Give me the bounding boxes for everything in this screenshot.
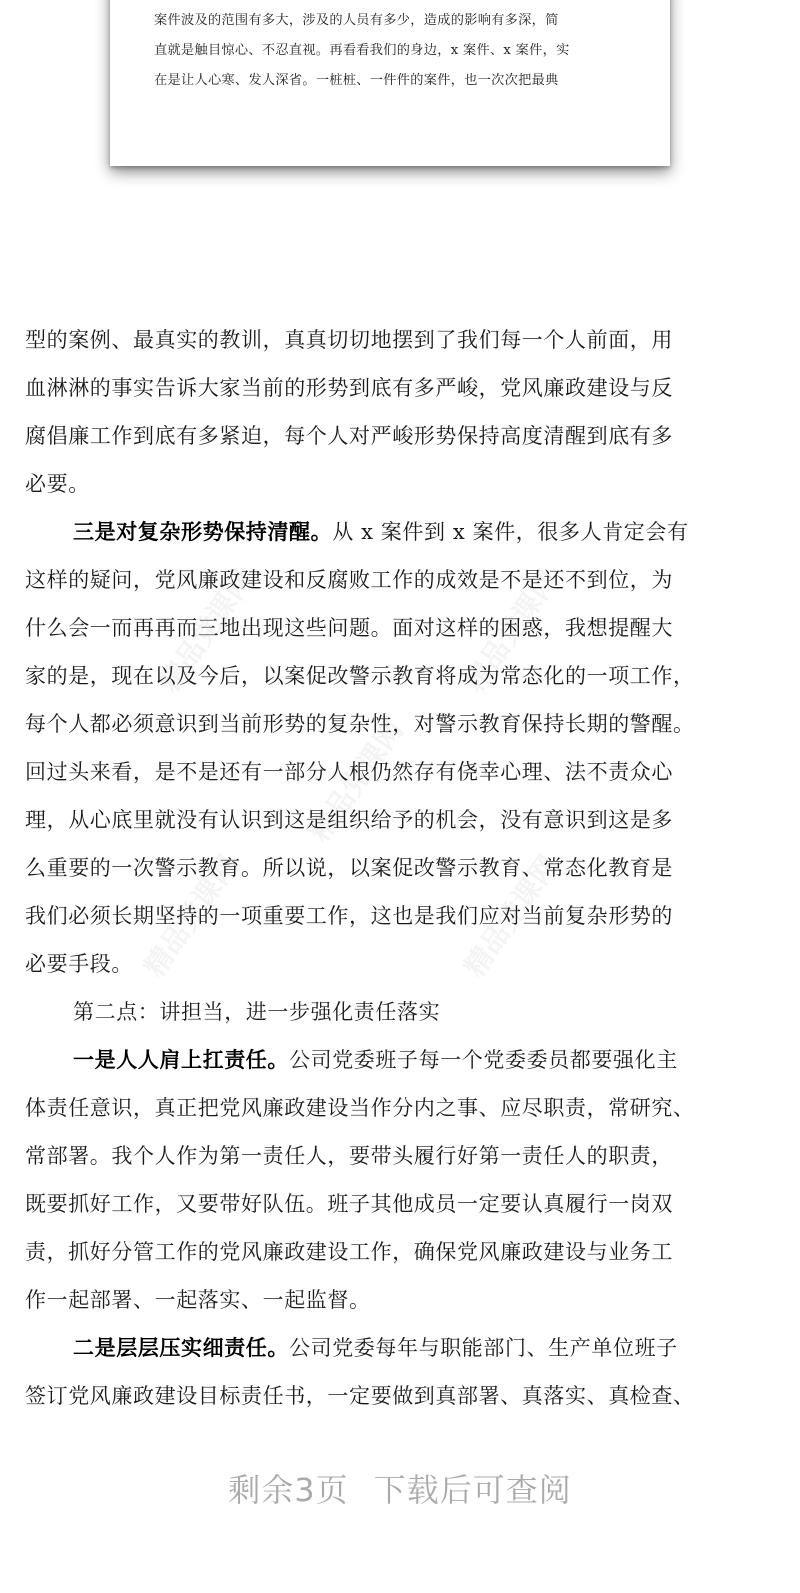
body-line: 签订党风廉政建设目标责任书，一定要做到真部署、真落实、真检查、 [25,1384,695,1408]
body-line: 体责任意识，真正把党风廉政建设当作分内之事、应尽职责，常研究、 [25,1096,695,1120]
body-line: 我们必须长期坚持的一项重要工作，这也是我们应对当前复杂形势的 [25,904,673,928]
body-line: 必要手段。 [25,952,133,976]
body-line: 这样的疑问，党风廉政建设和反腐败工作的成效是不是还不到位，为 [25,568,673,592]
preview-text [154,6,634,96]
watermark: 精品党课网 [457,849,565,983]
body-line: 血淋淋的事实告诉大家当前的形势到底有多严峻，党风廉政建设与反 [25,376,673,400]
paragraph-heading: 三是对复杂形势保持清醒。 [73,519,333,544]
body-line: 作一起部署、一起落实、一起监督。 [25,1288,371,1312]
paragraph-lead [25,1324,775,1372]
preview-line: 直就是触目惊心、不忍直视。再看看我们的身边，x 案件、x 案件，实 [154,43,570,58]
body-line: 每个人都必须意识到当前形势的复杂性，对警示教育保持长期的警醒。 [25,712,695,736]
body-line: 回过头来看，是不是还有一部分人根仍然存有侥幸心理、法不责众心 [25,760,673,784]
watermark: 精品党课网 [137,849,245,983]
paragraph-lead [25,508,775,556]
body-line: 型的案例、最真实的教训，真真切切地摆到了我们每一个人前面，用 [25,328,673,352]
body-text: 公司党委每年与职能部门、生产单位班子 [289,1336,678,1360]
paragraph-heading: 一是人人肩上扛责任。 [73,1047,289,1072]
body-line: 理，从心底里就没有认识到这是组织给予的机会，没有意识到这是多 [25,808,673,832]
watermark: 精品党课网 [152,564,260,698]
body-line: 责，抓好分管工作的党风廉政建设工作，确保党风廉政建设与业务工 [25,1240,673,1264]
body-line: 腐倡廉工作到底有多紧迫，每个人对严峻形势保持高度清醒到底有多 [25,424,673,448]
document-preview-card [110,0,670,166]
preview-line: 在是让人心寒、发人深省。一桩桩、一件件的案件，也一次次把最典 [154,73,559,88]
body-line: 家的是，现在以及今后，以案促改警示教育将成为常态化的一项工作， [25,664,695,688]
body-line: 常部署。我个人作为第一责任人，要带头履行好第一责任人的职责， [25,1144,673,1168]
body-line: 什么会一而再再而三地出现这些问题。面对这样的困惑，我想提醒大 [25,616,673,640]
body-text: 公司党委班子每一个党委委员都要强化主 [289,1048,678,1072]
body-line: 必要。 [25,472,90,496]
download-hint-label: 下载后可查阅 [373,1471,572,1509]
watermark: 精品党课网 [457,564,565,698]
watermark: 精品党课网 [302,714,410,848]
preview-line: 案件波及的范围有多大，涉及的人员有多少，造成的影响有多深，简 [154,13,559,28]
body-line: 既要抓好工作，又要带好队伍。班子其他成员一定要认真履行一岗双 [25,1192,673,1216]
section-title: 第二点：讲担当，进一步强化责任落实 [73,1000,441,1024]
body-line: 么重要的一次警示教育。所以说，以案促改警示教育、常态化教育是 [25,856,673,880]
paragraph-lead [25,1036,775,1084]
paragraph-heading: 二是层层压实细责任。 [73,1335,289,1360]
download-prompt[interactable] [0,1465,800,1515]
document-body [25,316,775,1420]
remaining-pages-label: 剩余3页 [228,1471,349,1509]
body-text: 从 x 案件到 x 案件，很多人肯定会有 [332,520,689,544]
